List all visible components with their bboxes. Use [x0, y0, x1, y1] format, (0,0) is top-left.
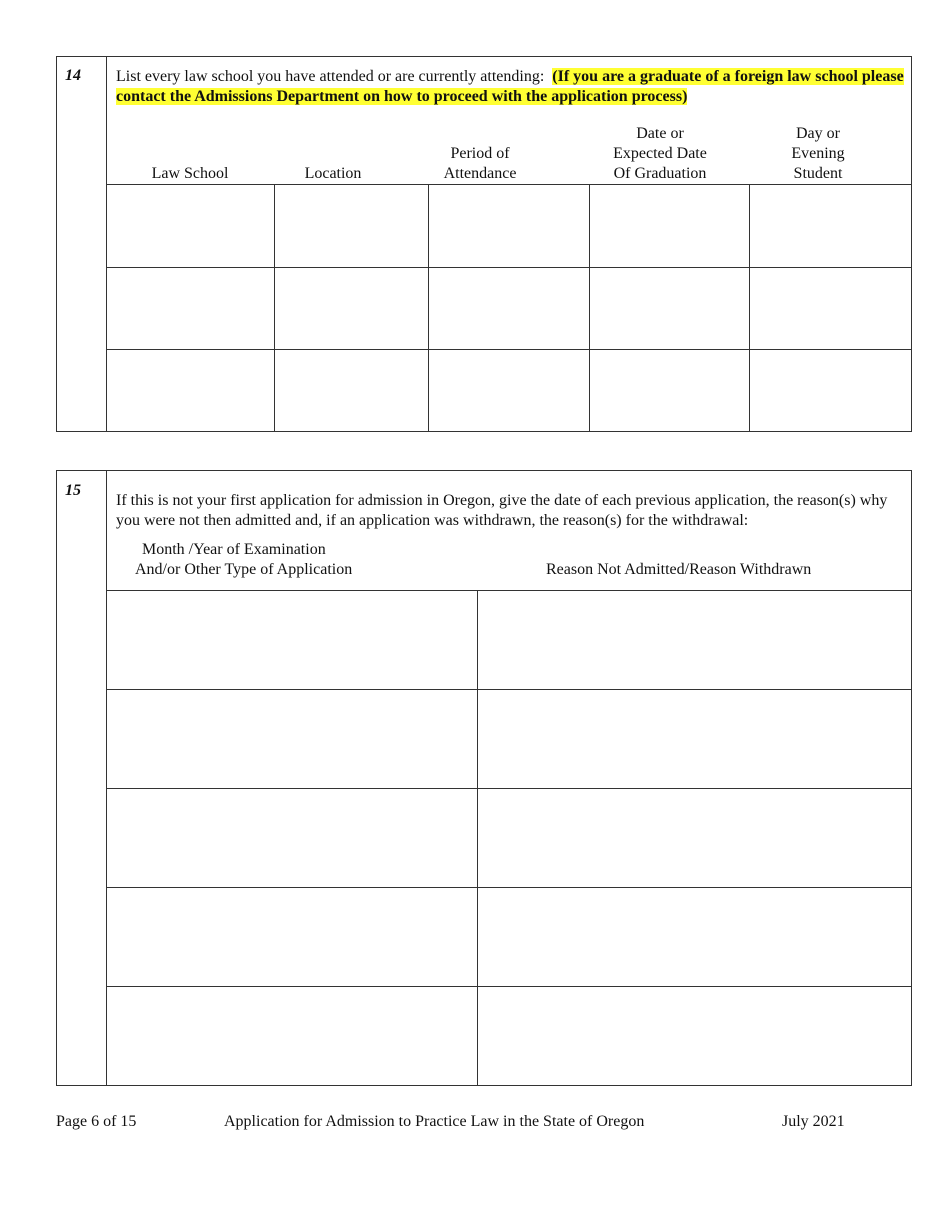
- reason-cell[interactable]: [478, 987, 911, 1085]
- question-15-number: 15: [65, 482, 81, 499]
- column-header-examination-date: Month /Year of Examination And/or Other Type of Application: [135, 541, 353, 578]
- period-of-attendance-cell[interactable]: [429, 185, 589, 267]
- examination-date-cell[interactable]: [107, 789, 477, 887]
- column-header-period-of-attendance: Period of Attendance: [443, 145, 517, 182]
- column-header-graduation-date: Date or Expected Date Of Graduation: [613, 125, 707, 182]
- reason-cell[interactable]: [478, 888, 911, 986]
- day-or-evening-cell[interactable]: [750, 185, 911, 267]
- examination-date-cell[interactable]: [107, 987, 477, 1085]
- examination-date-cell[interactable]: [107, 690, 477, 788]
- examination-date-cell[interactable]: [107, 591, 477, 689]
- law-school-cell[interactable]: [107, 185, 274, 267]
- reason-cell[interactable]: [478, 789, 911, 887]
- column-header-law-school: Law School: [151, 165, 229, 182]
- footer-document-title: Application for Admission to Practice Law in the State of Oregon: [224, 1113, 645, 1130]
- question-14-text: List every law school you have attended or are currently attending:: [116, 68, 545, 85]
- footer-date: July 2021: [782, 1113, 845, 1130]
- column-header-location: Location: [304, 165, 362, 182]
- graduation-date-cell[interactable]: [590, 185, 749, 267]
- location-cell[interactable]: [275, 350, 428, 431]
- column-header-day-or-evening: Day or Evening Student: [791, 125, 845, 182]
- examination-date-cell[interactable]: [107, 888, 477, 986]
- reason-cell[interactable]: [478, 690, 911, 788]
- period-of-attendance-cell[interactable]: [429, 350, 589, 431]
- question-14-instruction: [116, 67, 906, 107]
- day-or-evening-cell[interactable]: [750, 350, 911, 431]
- day-or-evening-cell[interactable]: [750, 268, 911, 349]
- graduation-date-cell[interactable]: [590, 350, 749, 431]
- period-of-attendance-cell[interactable]: [429, 268, 589, 349]
- question-15-instruction: If this is not your first application for admission in Oregon, give the date of each previous application, the reason(s) why you were not then admitted and, if an application was withdrawn, the reason(s) for the withdrawal:: [116, 492, 888, 529]
- foreign-law-school-notice: (If you are a graduate of a foreign law school please contact the Admissions Department on how to proceed with the application process): [116, 68, 904, 105]
- law-school-cell[interactable]: [107, 350, 274, 431]
- law-school-cell[interactable]: [107, 268, 274, 349]
- question-14-number: 14: [65, 67, 81, 84]
- reason-cell[interactable]: [478, 591, 911, 689]
- location-cell[interactable]: [275, 268, 428, 349]
- footer-page-number: Page 6 of 15: [56, 1113, 137, 1130]
- column-header-reason: Reason Not Admitted/Reason Withdrawn: [546, 561, 812, 578]
- location-cell[interactable]: [275, 185, 428, 267]
- graduation-date-cell[interactable]: [590, 268, 749, 349]
